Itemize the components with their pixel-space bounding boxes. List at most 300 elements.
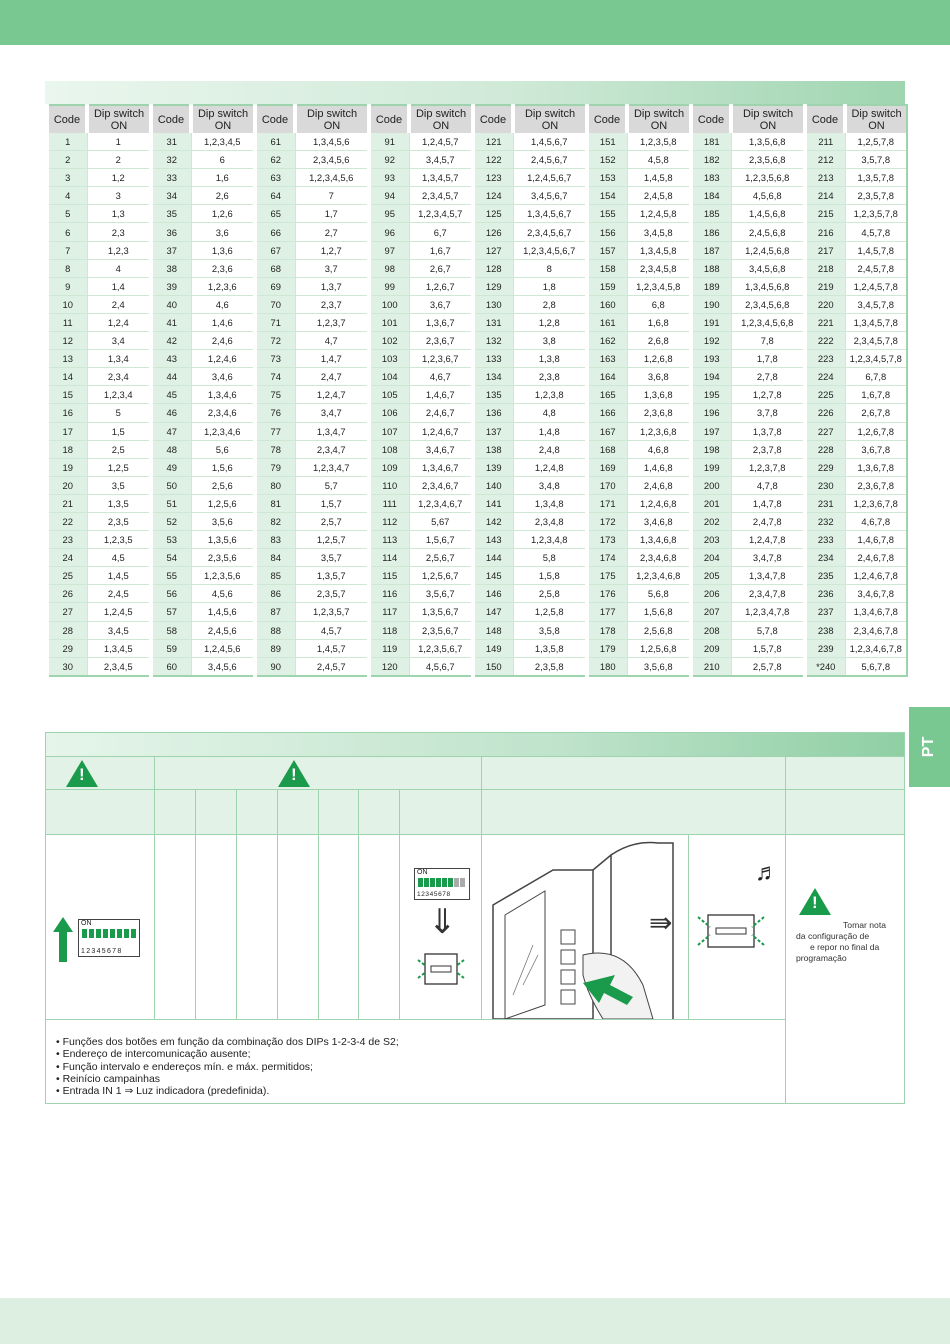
column-header-dip-switch xyxy=(191,105,255,133)
table-row xyxy=(47,169,907,187)
code-cell: 146 xyxy=(473,585,513,603)
dip-switch-cell: 1,2,3,4,6,7,8 xyxy=(845,639,907,657)
dip-switch-cell: 2,3,5,6 xyxy=(191,549,255,567)
header-cell-3 xyxy=(482,756,785,834)
column-header-code: Code xyxy=(255,105,295,133)
code-cell: 164 xyxy=(587,368,627,386)
header-dip-line1: Dip switch xyxy=(93,107,145,120)
code-cell: 228 xyxy=(805,440,845,458)
code-cell: 180 xyxy=(587,657,627,676)
code-cell: 26 xyxy=(47,585,87,603)
dip-switch-cell: 5,8 xyxy=(513,549,587,567)
dip-switch-cell: 1,2,3,4,5,6,7 xyxy=(513,241,587,259)
bullet-item: • Reinício campainhas xyxy=(56,1072,161,1085)
code-cell: 151 xyxy=(587,133,627,151)
dip-switch-cell: 3,5,8 xyxy=(513,621,587,639)
code-cell: 208 xyxy=(691,621,731,639)
code-cell: 20 xyxy=(47,476,87,494)
table-row xyxy=(47,549,907,567)
dip-switch-cell: 3,5,6,7 xyxy=(409,585,473,603)
dip-switch-cell: 3,7 xyxy=(295,259,369,277)
code-cell: 48 xyxy=(151,440,191,458)
code-cell: 38 xyxy=(151,259,191,277)
dip-switch-cell: 1,4,6 xyxy=(191,313,255,331)
code-cell: 2 xyxy=(47,151,87,169)
code-cell: 15 xyxy=(47,386,87,404)
dip-switch-cell: 2,6,7,8 xyxy=(845,404,907,422)
dip-switch-cell: 2,3,4,5,7,8 xyxy=(845,332,907,350)
dip-switch-cell: 2,4,5,8 xyxy=(627,187,691,205)
code-cell: 118 xyxy=(369,621,409,639)
code-cell: 1 xyxy=(47,133,87,151)
code-cell: 236 xyxy=(805,585,845,603)
bullet-item: • Endereço de intercomunicação ausente; xyxy=(56,1048,251,1061)
dip-switch-cell: 2,6,7 xyxy=(409,259,473,277)
table-row xyxy=(47,476,907,494)
dip-switch-cell: 2,4,8 xyxy=(513,440,587,458)
music-note-icon: ♬ xyxy=(755,859,779,886)
dip-switch-cell: 1,2,4,7 xyxy=(295,386,369,404)
code-cell: 111 xyxy=(369,494,409,512)
dip-switch-cell: 4,5,6 xyxy=(191,585,255,603)
code-cell: 97 xyxy=(369,241,409,259)
dip-switch-cell: 1,2,3,5,6,8 xyxy=(731,169,805,187)
column-header-code: Code xyxy=(805,105,845,133)
dip-switch-cell: 3,6,7 xyxy=(409,295,473,313)
dip-switch-cell: 1,2,3,4,5,6,8 xyxy=(731,313,805,331)
code-cell: 190 xyxy=(691,295,731,313)
column-header-code: Code xyxy=(691,105,731,133)
code-cell: *240 xyxy=(805,657,845,676)
dip-switch-cell: 2,3,4,6 xyxy=(191,404,255,422)
code-cell: 131 xyxy=(473,313,513,331)
code-cell: 14 xyxy=(47,368,87,386)
dip-switch-cell: 3,4,5 xyxy=(87,621,151,639)
code-cell: 232 xyxy=(805,512,845,530)
dip-switch-cell: 1,2,4,5 xyxy=(87,603,151,621)
programming-panel xyxy=(45,732,905,1104)
header-dip-line1: Dip switch xyxy=(851,107,902,120)
dip-switch-cell: 1,3,4,6,8 xyxy=(627,531,691,549)
code-cell: 85 xyxy=(255,567,295,585)
table-row xyxy=(47,277,907,295)
dip-switch-cell: 1,5,7,8 xyxy=(731,639,805,657)
table-title-band xyxy=(45,81,905,104)
dip-switch-cell: 2,4 xyxy=(87,295,151,313)
dip-switch-cell: 2,4,5,7,8 xyxy=(845,259,907,277)
dip-switch-all-on-icon: ON 12345678 xyxy=(78,919,140,957)
code-cell: 65 xyxy=(255,205,295,223)
code-cell: 59 xyxy=(151,639,191,657)
code-cell: 66 xyxy=(255,223,295,241)
dip-switch-cell: 1,4,5,7 xyxy=(295,639,369,657)
code-cell: 83 xyxy=(255,531,295,549)
code-cell: 200 xyxy=(691,476,731,494)
dip-switch-cell: 1,2,3,6 xyxy=(191,277,255,295)
code-cell: 133 xyxy=(473,350,513,368)
code-cell: 60 xyxy=(151,657,191,676)
code-cell: 147 xyxy=(473,603,513,621)
dip-switch-cell: 1 xyxy=(87,133,151,151)
dip-switch-cell: 2,3,5,7 xyxy=(295,585,369,603)
code-cell: 101 xyxy=(369,313,409,331)
programming-title-band xyxy=(46,733,904,756)
table-row xyxy=(47,494,907,512)
dip-switch-cell: 1,2,5,8 xyxy=(513,603,587,621)
code-cell: 197 xyxy=(691,422,731,440)
code-cell: 55 xyxy=(151,567,191,585)
code-cell: 234 xyxy=(805,549,845,567)
code-cell: 29 xyxy=(47,639,87,657)
dip-switch-cell: 4,5,6,7 xyxy=(409,657,473,676)
table-row xyxy=(47,404,907,422)
column-header-code: Code xyxy=(369,105,409,133)
dip-switch-cell: 3,4,6 xyxy=(191,368,255,386)
code-cell: 144 xyxy=(473,549,513,567)
table-row xyxy=(47,368,907,386)
dip-switch-cell: 5,6,7,8 xyxy=(845,657,907,676)
header-dip-line1: Dip switch xyxy=(415,107,467,120)
code-cell: 52 xyxy=(151,512,191,530)
warning-icon: ! xyxy=(278,760,310,787)
code-cell: 104 xyxy=(369,368,409,386)
column-header-dip-switch xyxy=(731,105,805,133)
dip-switch-cell: 4,5,7,8 xyxy=(845,223,907,241)
code-cell: 3 xyxy=(47,169,87,187)
code-cell: 210 xyxy=(691,657,731,676)
dip-switch-cell: 2,4,5,6,7 xyxy=(513,151,587,169)
warning-icon: ! xyxy=(66,760,98,787)
code-cell: 103 xyxy=(369,350,409,368)
dip-switch-cell: 1,3,5,7 xyxy=(295,567,369,585)
code-cell: 192 xyxy=(691,332,731,350)
note-line-2: da configuração de xyxy=(796,931,870,941)
code-cell: 8 xyxy=(47,259,87,277)
dip-switch-cell: 1,3,7 xyxy=(295,277,369,295)
code-cell: 27 xyxy=(47,603,87,621)
dip-switch-cell: 2,7,8 xyxy=(731,368,805,386)
code-cell: 205 xyxy=(691,567,731,585)
dip-switch-cell: 3,4,6,8 xyxy=(627,512,691,530)
dip-switch-cell: 2,3,7 xyxy=(295,295,369,313)
code-cell: 46 xyxy=(151,404,191,422)
code-cell: 238 xyxy=(805,621,845,639)
dip-switch-cell: 1,3,4,5,7,8 xyxy=(845,313,907,331)
dip-switch-cell: 2,6,8 xyxy=(627,332,691,350)
dip-switch-cell: 1,7,8 xyxy=(731,350,805,368)
dip-switch-cell: 3,6 xyxy=(191,223,255,241)
column-header-dip-switch xyxy=(87,105,151,133)
code-cell: 201 xyxy=(691,494,731,512)
code-cell: 21 xyxy=(47,494,87,512)
code-cell: 141 xyxy=(473,494,513,512)
dip-switch-cell: 1,2,8 xyxy=(513,313,587,331)
code-cell: 9 xyxy=(47,277,87,295)
code-cell: 10 xyxy=(47,295,87,313)
dip-switch-cell: 1,3,4,7,8 xyxy=(731,567,805,585)
dip-switch-cell: 2,3,4,5,6 xyxy=(295,151,369,169)
code-cell: 95 xyxy=(369,205,409,223)
code-cell: 140 xyxy=(473,476,513,494)
dip-switch-cell: 2,3,7,8 xyxy=(731,440,805,458)
code-cell: 206 xyxy=(691,585,731,603)
code-cell: 79 xyxy=(255,458,295,476)
column-header-code: Code xyxy=(151,105,191,133)
dip-switch-cell: 1,2,3,4,6,8 xyxy=(627,567,691,585)
dip-switch-cell: 1,2,3,4,7,8 xyxy=(731,603,805,621)
code-cell: 162 xyxy=(587,332,627,350)
dip-switch-cell: 1,2,3,4,5,6 xyxy=(295,169,369,187)
dip-switch-cell: 1,3,4,5,6 xyxy=(295,133,369,151)
dip-switch-cell: 2,3,4,5 xyxy=(87,657,151,676)
dip-switch-cell: 1,2,3,4,5,7 xyxy=(409,205,473,223)
dip-switch-cell: 1,2,3,5,7,8 xyxy=(845,205,907,223)
feature-bullet-list xyxy=(56,1036,399,1097)
code-cell: 178 xyxy=(587,621,627,639)
code-cell: 214 xyxy=(805,187,845,205)
code-cell: 91 xyxy=(369,133,409,151)
table-row xyxy=(47,332,907,350)
dip-switch-cell: 2 xyxy=(87,151,151,169)
code-cell: 168 xyxy=(587,440,627,458)
language-tab-pt[interactable] xyxy=(909,707,950,787)
header-dip-line2: ON xyxy=(110,119,128,132)
table-header-row xyxy=(47,105,907,133)
header-dip-line2: ON xyxy=(541,119,559,132)
code-cell: 204 xyxy=(691,549,731,567)
code-cell: 188 xyxy=(691,259,731,277)
dip-switch-cell: 2,3,5,6,8 xyxy=(731,151,805,169)
code-cell: 154 xyxy=(587,187,627,205)
dip-switch-cell: 3,5,6 xyxy=(191,512,255,530)
code-cell: 54 xyxy=(151,549,191,567)
dip-switch-cell: 1,2,4,6 xyxy=(191,350,255,368)
code-cell: 215 xyxy=(805,205,845,223)
dip-switch-cell: 4,6,8 xyxy=(627,440,691,458)
code-cell: 11 xyxy=(47,313,87,331)
dip-switch-cell: 1,2,5,6,8 xyxy=(627,639,691,657)
dip-switch-cell: 6,8 xyxy=(627,295,691,313)
code-cell: 139 xyxy=(473,458,513,476)
code-cell: 86 xyxy=(255,585,295,603)
dip-switch-cell: 1,2,4,8 xyxy=(513,458,587,476)
dip-switch-cell: 1,5,7 xyxy=(295,494,369,512)
blinking-led-icon xyxy=(696,909,766,953)
code-cell: 209 xyxy=(691,639,731,657)
code-cell: 92 xyxy=(369,151,409,169)
dip-switch-cell: 7,8 xyxy=(731,332,805,350)
dip-switch-cell: 1,3,4,5,8 xyxy=(627,241,691,259)
dip-switch-cell: 1,6 xyxy=(191,169,255,187)
table-row xyxy=(47,440,907,458)
dip-switch-cell: 4,5,8 xyxy=(627,151,691,169)
dip-switch-cell: 2,3,6 xyxy=(191,259,255,277)
code-cell: 5 xyxy=(47,205,87,223)
dip-switch-cell: 2,3,5,7,8 xyxy=(845,187,907,205)
dip-switch-cell: 2,4,6,8 xyxy=(627,476,691,494)
code-cell: 191 xyxy=(691,313,731,331)
code-cell: 181 xyxy=(691,133,731,151)
dip-switch-cell: 3,4,7 xyxy=(295,404,369,422)
code-cell: 6 xyxy=(47,223,87,241)
dip-switch-cell: 1,4,7,8 xyxy=(731,494,805,512)
dip-switch-cell: 1,2,3,6,7 xyxy=(409,350,473,368)
code-cell: 98 xyxy=(369,259,409,277)
code-cell: 42 xyxy=(151,332,191,350)
note-line-3: e repor no final da xyxy=(810,942,880,952)
code-cell: 30 xyxy=(47,657,87,676)
code-cell: 110 xyxy=(369,476,409,494)
code-cell: 107 xyxy=(369,422,409,440)
code-cell: 120 xyxy=(369,657,409,676)
dip-switch-cell: 2,5,8 xyxy=(513,585,587,603)
code-cell: 176 xyxy=(587,585,627,603)
code-cell: 57 xyxy=(151,603,191,621)
code-cell: 230 xyxy=(805,476,845,494)
code-cell: 39 xyxy=(151,277,191,295)
dip-switch-cell: 1,7 xyxy=(295,205,369,223)
dip-switch-cell: 1,2,3,5,6,7 xyxy=(409,639,473,657)
note-line-4: programação xyxy=(796,953,847,963)
code-cell: 155 xyxy=(587,205,627,223)
dip-switch-cell: 4,8 xyxy=(513,404,587,422)
code-cell: 212 xyxy=(805,151,845,169)
table-row xyxy=(47,259,907,277)
code-cell: 127 xyxy=(473,241,513,259)
dip-switch-cell: 3,4,5,6,7 xyxy=(513,187,587,205)
header-dip-line2: ON xyxy=(432,119,450,132)
code-cell: 213 xyxy=(805,169,845,187)
dip-switch-cell: 2,4,6,7,8 xyxy=(845,549,907,567)
dip-switch-cell: 1,2,4,6,7,8 xyxy=(845,567,907,585)
dip-switch-cell: 5,67 xyxy=(409,512,473,530)
dip-switch-cell: 1,2,3,6,7,8 xyxy=(845,494,907,512)
dip-switch-cell: 2,3,4,6,7,8 xyxy=(845,621,907,639)
code-cell: 187 xyxy=(691,241,731,259)
column-header-dip-switch xyxy=(627,105,691,133)
code-cell: 33 xyxy=(151,169,191,187)
dip-switch-cell: 2,3,4,6,8 xyxy=(627,549,691,567)
header-dip-line1: Dip switch xyxy=(306,107,358,120)
dip-switch-cell: 2,3,4,7,8 xyxy=(731,585,805,603)
code-cell: 189 xyxy=(691,277,731,295)
table-row xyxy=(47,187,907,205)
code-cell: 165 xyxy=(587,386,627,404)
dip-switch-cell: 1,2,5,6,7 xyxy=(409,567,473,585)
code-cell: 45 xyxy=(151,386,191,404)
dip-switch-cell: 2,4,5,6,8 xyxy=(731,223,805,241)
dip-switch-cell: 1,3,4 xyxy=(87,350,151,368)
code-cell: 106 xyxy=(369,404,409,422)
dip-switch-cell: 1,2,6,7,8 xyxy=(845,422,907,440)
code-cell: 87 xyxy=(255,603,295,621)
table-row xyxy=(47,458,907,476)
code-cell: 195 xyxy=(691,386,731,404)
dip-switch-cell: 1,2,4,6,7 xyxy=(409,422,473,440)
dip-switch-cell: 1,3,6 xyxy=(191,241,255,259)
code-cell: 219 xyxy=(805,277,845,295)
dip-switch-cell: 3,4,5,8 xyxy=(627,223,691,241)
code-cell: 160 xyxy=(587,295,627,313)
code-cell: 123 xyxy=(473,169,513,187)
dip-switch-cell: 1,3,5,6,7 xyxy=(409,603,473,621)
dip-switch-cell: 3,4,6,7,8 xyxy=(845,585,907,603)
code-cell: 135 xyxy=(473,386,513,404)
dip-switch-cell: 1,3 xyxy=(87,205,151,223)
header-dip-line2: ON xyxy=(650,119,668,132)
dip-switch-cell: 2,3,4,7 xyxy=(295,440,369,458)
dip-switch-cell: 1,4,5,7,8 xyxy=(845,241,907,259)
code-cell: 4 xyxy=(47,187,87,205)
bullet-item: • Entrada IN 1 ⇒ Luz indicadora (predefinida). xyxy=(56,1085,270,1098)
code-cell: 96 xyxy=(369,223,409,241)
table-row xyxy=(47,639,907,657)
code-cell: 69 xyxy=(255,277,295,295)
dip-switch-cell: 2,3,4,5,8 xyxy=(627,259,691,277)
dip-switch-cell: 3,4,5,7 xyxy=(409,151,473,169)
dip-switch-cell: 2,4,7 xyxy=(295,368,369,386)
dip-switch-cell: 1,3,4,5,6,7 xyxy=(513,205,587,223)
dip-switch-cell: 2,5 xyxy=(87,440,151,458)
dip-switch-cell: 1,4,5,6,8 xyxy=(731,205,805,223)
code-cell: 24 xyxy=(47,549,87,567)
dip-switch-cell: 1,2,5,7 xyxy=(295,531,369,549)
dip-switch-cell: 1,3,5,6,8 xyxy=(731,133,805,151)
code-cell: 75 xyxy=(255,386,295,404)
dip-switch-cell: 2,5,7,8 xyxy=(731,657,805,676)
dip-switch-cell: 4,7 xyxy=(295,332,369,350)
code-cell: 102 xyxy=(369,332,409,350)
dip-switch-cell: 1,4,6,8 xyxy=(627,458,691,476)
code-cell: 40 xyxy=(151,295,191,313)
code-cell: 12 xyxy=(47,332,87,350)
dip-switch-cell: 4,5 xyxy=(87,549,151,567)
dip-switch-cell: 1,4,5,8 xyxy=(627,169,691,187)
code-cell: 177 xyxy=(587,603,627,621)
dip-switch-cell: 2,3,4 xyxy=(87,368,151,386)
code-cell: 231 xyxy=(805,494,845,512)
code-cell: 13 xyxy=(47,350,87,368)
code-cell: 171 xyxy=(587,494,627,512)
code-cell: 58 xyxy=(151,621,191,639)
header-dip-line1: Dip switch xyxy=(524,107,576,120)
code-cell: 49 xyxy=(151,458,191,476)
code-cell: 82 xyxy=(255,512,295,530)
dip-switch-cell: 1,3,4,5,6,8 xyxy=(731,277,805,295)
down-arrow-icon: ⇓ xyxy=(428,903,457,941)
dip-switch-cell: 2,5,7 xyxy=(295,512,369,530)
dip-switch-cell: 1,5 xyxy=(87,422,151,440)
dip-switch-cell: 1,3,4,6,7,8 xyxy=(845,603,907,621)
code-cell: 43 xyxy=(151,350,191,368)
code-cell: 183 xyxy=(691,169,731,187)
code-cell: 7 xyxy=(47,241,87,259)
code-cell: 174 xyxy=(587,549,627,567)
code-cell: 44 xyxy=(151,368,191,386)
table-row xyxy=(47,531,907,549)
code-cell: 36 xyxy=(151,223,191,241)
dip-switch-cell: 1,2,5,6 xyxy=(191,494,255,512)
dip-switch-cell: 1,4,6,7 xyxy=(409,386,473,404)
dip-switch-cell: 1,3,8 xyxy=(513,350,587,368)
dip-switch-cell: 2,3,8 xyxy=(513,368,587,386)
dip-switch-cell: 2,3,5 xyxy=(87,512,151,530)
dip-switch-cell: 1,2 xyxy=(87,169,151,187)
dip-switch-cell: 1,3,6,8 xyxy=(627,386,691,404)
dip-switch-cell: 2,3,4,5,7 xyxy=(409,187,473,205)
column-header-code: Code xyxy=(587,105,627,133)
dip-switch-cell: 3,5,7 xyxy=(295,549,369,567)
